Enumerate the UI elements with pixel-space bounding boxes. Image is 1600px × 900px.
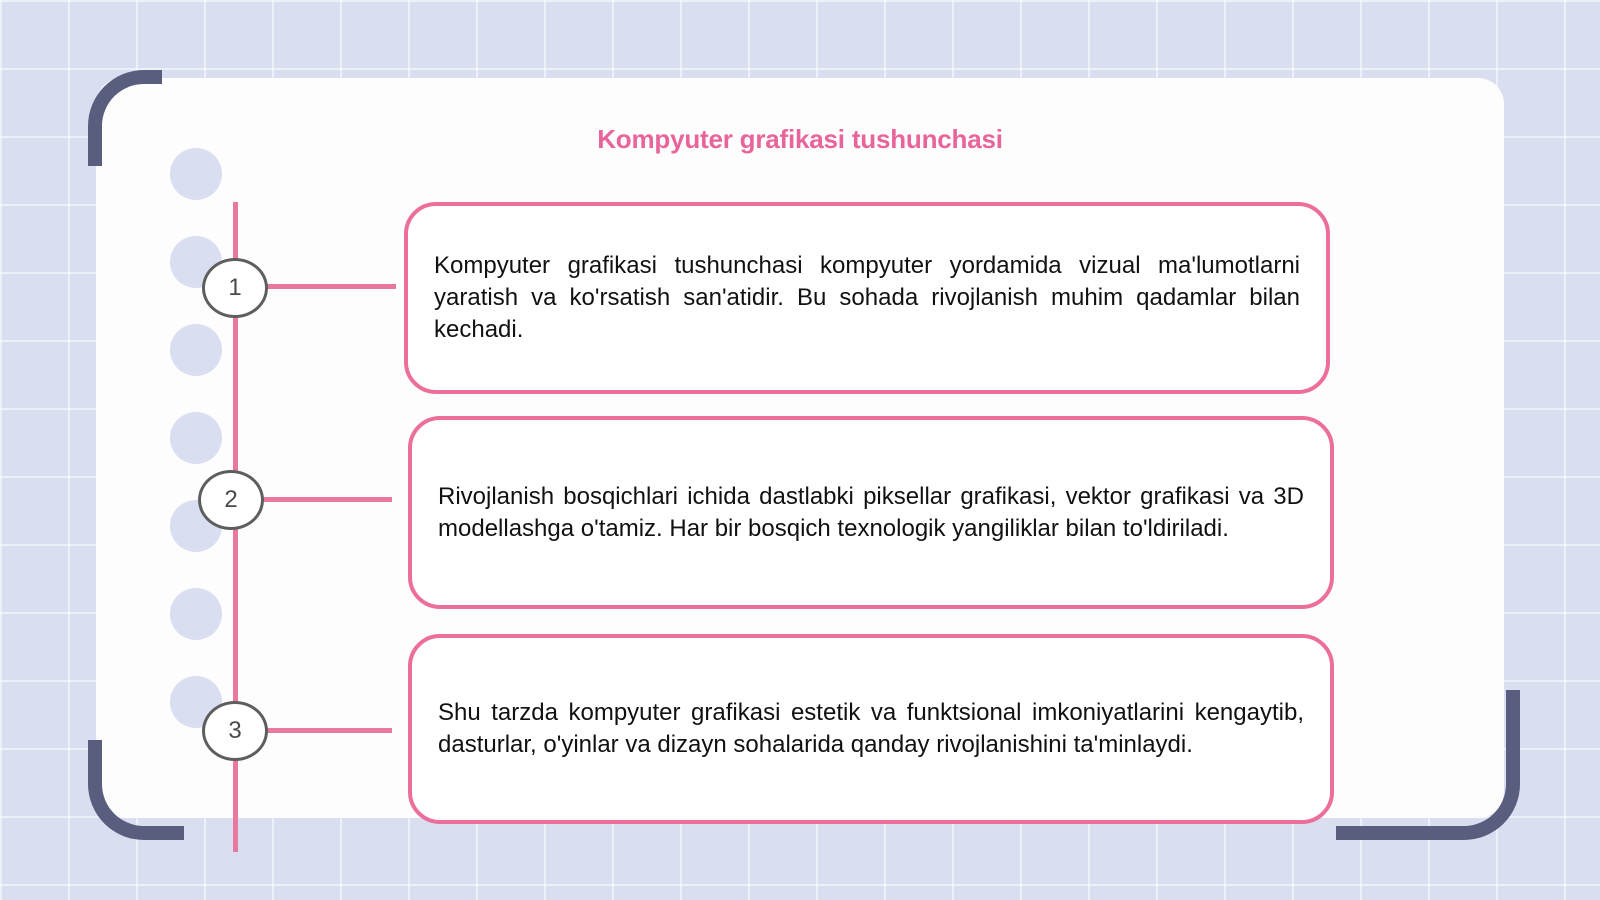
step-card bbox=[408, 634, 1334, 824]
step-connector bbox=[262, 497, 392, 502]
page-notch bbox=[170, 588, 222, 640]
step-card-text: Rivojlanish bosqichlari ichida dastlabki piksellar grafikasi, vektor grafikasi va 3D modellashga o'tamiz. Har bir bosqich texnologik yangiliklar bilan to'ldiriladi. bbox=[438, 482, 1304, 542]
slide-title: Kompyuter grafikasi tushunchasi bbox=[597, 124, 1003, 154]
step-card-text: Shu tarzda kompyuter grafikasi estetik va funktsional imkoniyatlarini kengaytib, dasturlar, o'yinlar va dizayn sohalarida qanday rivojlanishini ta'minlaydi. bbox=[438, 699, 1304, 758]
step-connector bbox=[266, 728, 392, 733]
step-number-badge: 3 bbox=[202, 701, 268, 761]
corner-bracket-bottom-left bbox=[88, 740, 184, 840]
page-notch bbox=[170, 324, 222, 376]
corner-bracket-bottom-right bbox=[1336, 690, 1520, 840]
step-connector bbox=[266, 284, 396, 289]
step-card bbox=[408, 416, 1334, 609]
step-number-badge: 1 bbox=[202, 258, 268, 318]
page-notch bbox=[170, 412, 222, 464]
step-number-badge: 2 bbox=[198, 470, 264, 530]
step-card-text: Kompyuter grafikasi tushunchasi kompyuter yordamida vizual ma'lumotlarni yaratish va ko'rsatish san'atidir. Bu sohada rivojlanish muhim qadamlar bilan kechadi. bbox=[434, 252, 1300, 343]
step-card bbox=[404, 202, 1330, 394]
page-notch bbox=[170, 148, 222, 200]
